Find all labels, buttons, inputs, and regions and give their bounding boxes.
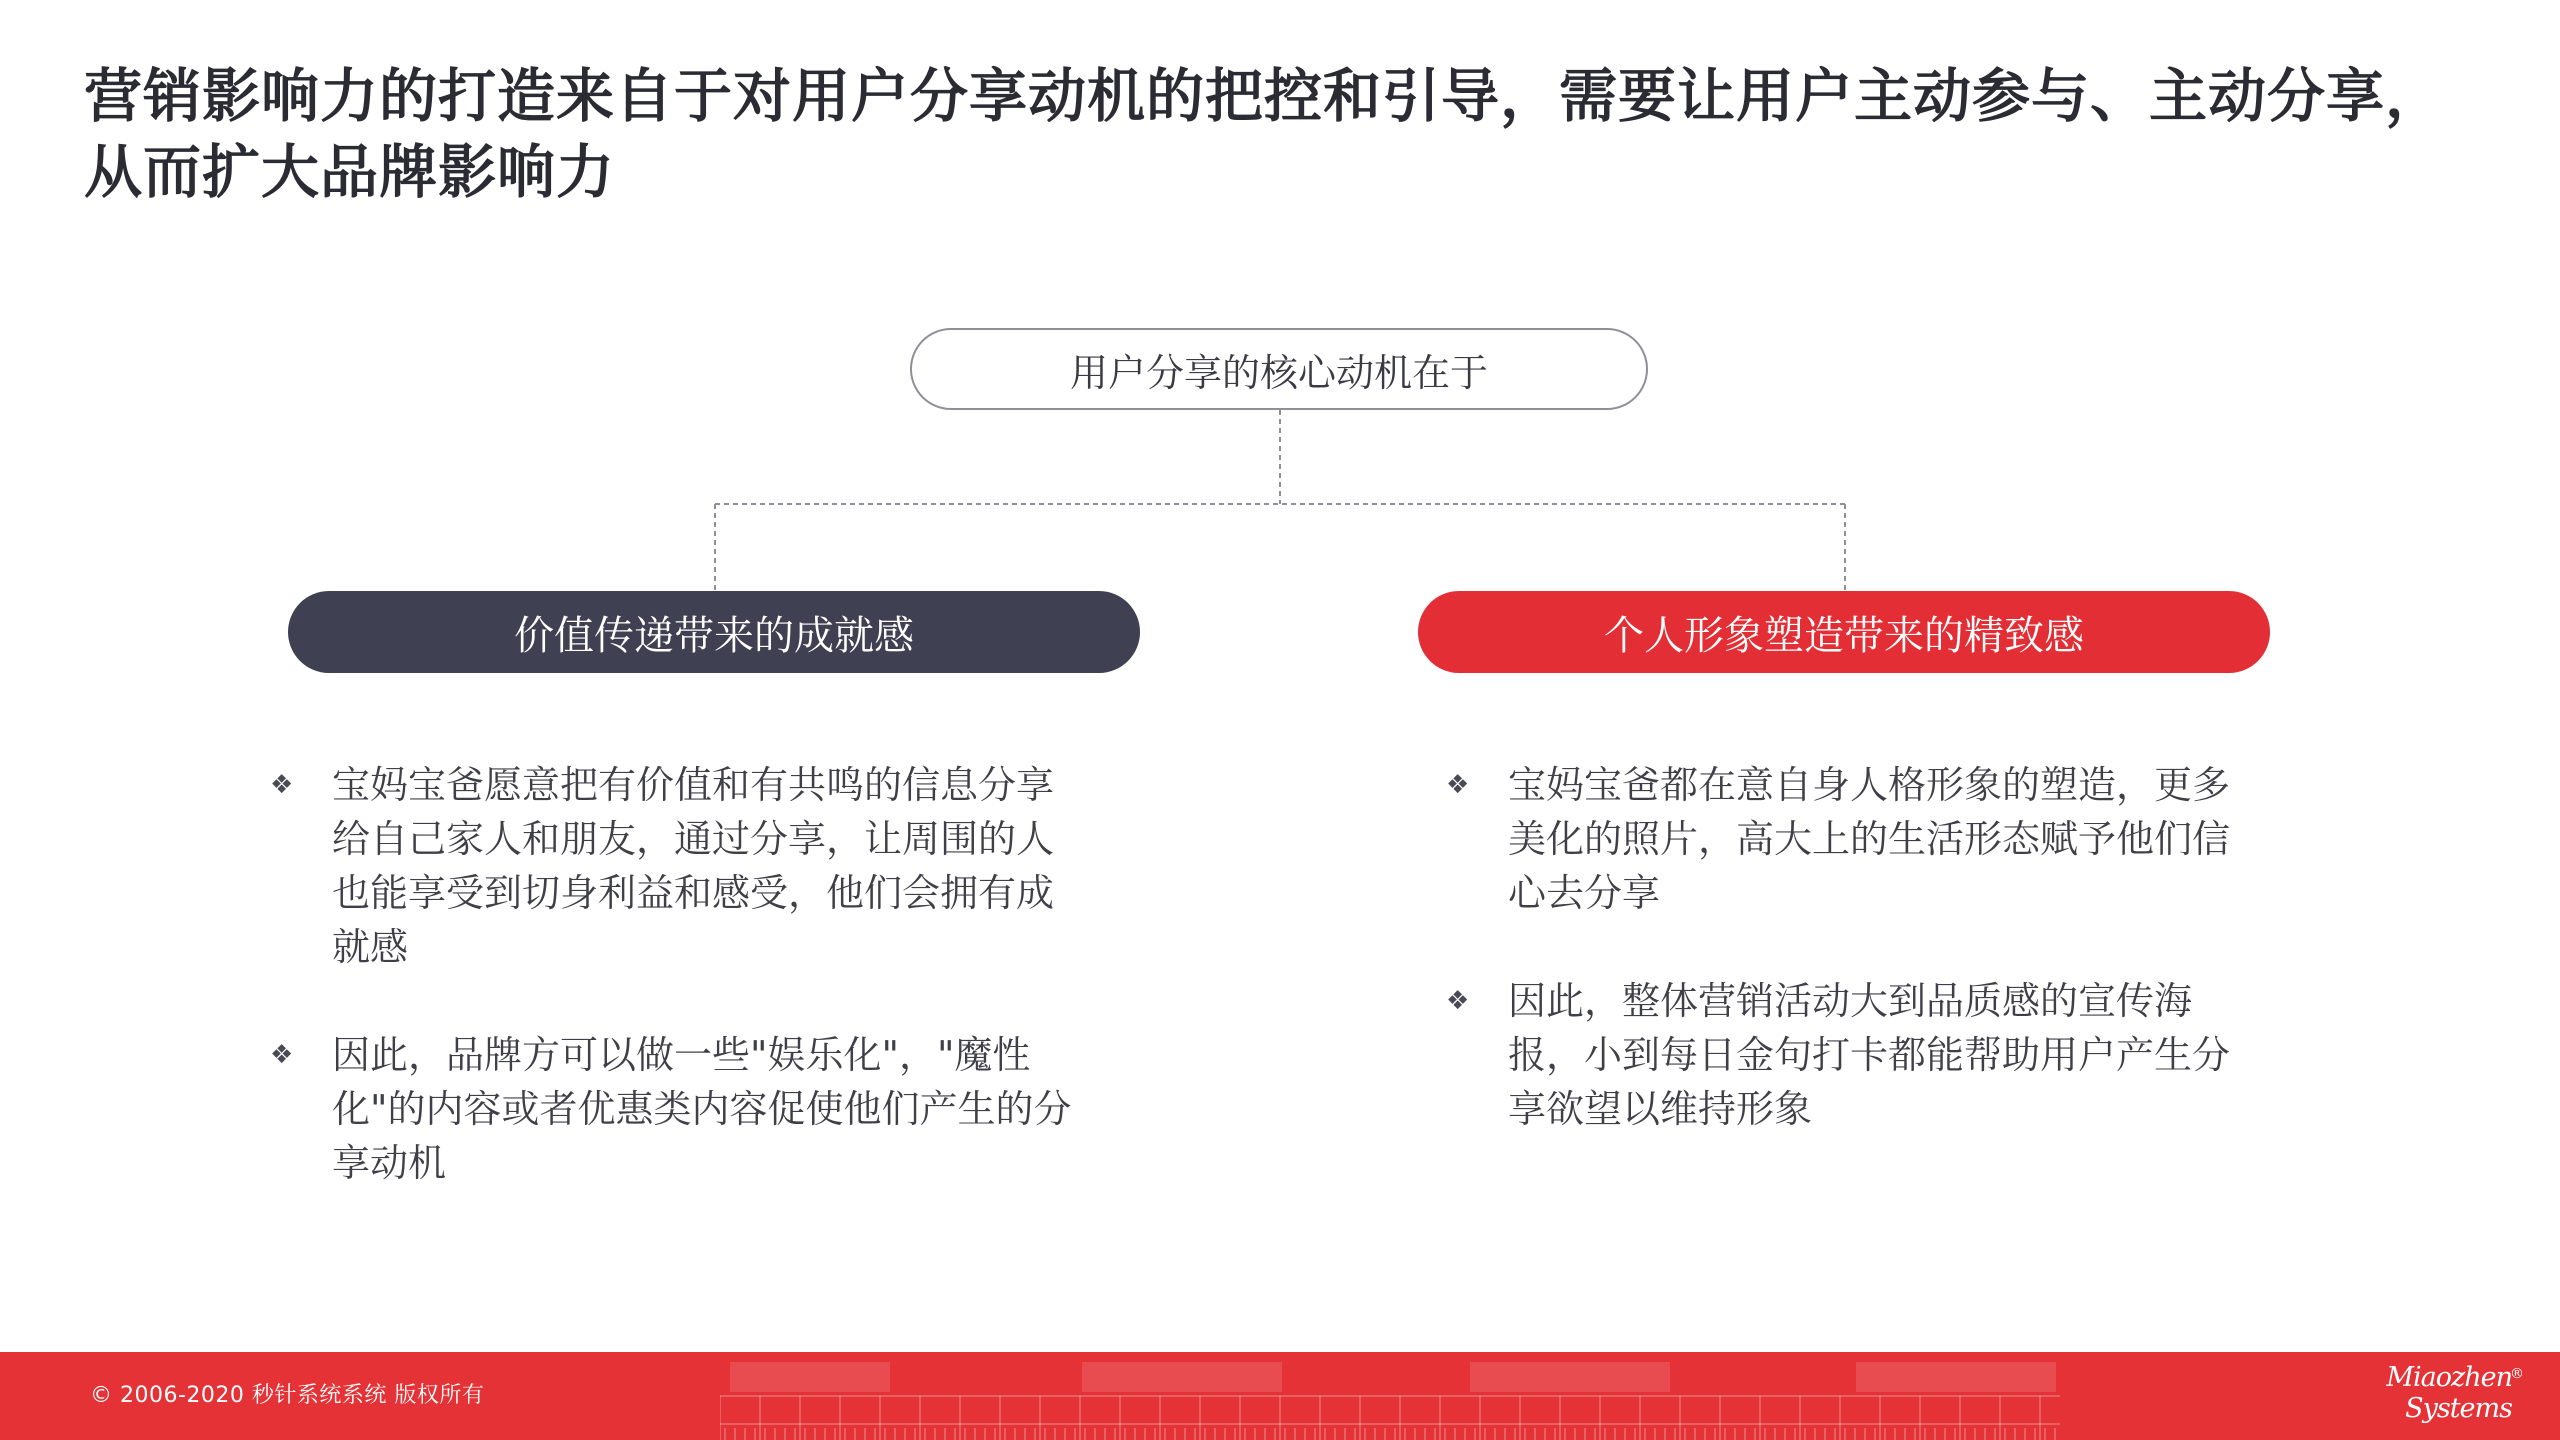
diamond-bullet-icon: ❖ xyxy=(270,770,294,800)
list-item xyxy=(268,1028,1088,1190)
footer-decorative-pattern xyxy=(720,1352,2060,1440)
page-headline: 营销影响力的打造来自于对用户分享动机的把控和引导，需要让用户主动参与、主动分享，从而扩大品牌影响力 xyxy=(84,62,2445,206)
root-motivation-box: 用户分享的核心动机在于 xyxy=(910,328,1648,410)
bullet-text: 宝妈宝爸愿意把有价值和有共鸣的信息分享给自己家人和朋友，通过分享，让周围的人也能享受到切身利益和感受，他们会拥有成就感 xyxy=(332,763,1055,969)
list-item xyxy=(268,758,1088,974)
bullet-text: 因此，品牌方可以做一些"娱乐化"，"魔性化"的内容或者优惠类内容促使他们产生的分享动机 xyxy=(332,1033,1072,1185)
diamond-bullet-icon: ❖ xyxy=(1446,770,1470,800)
registered-mark: ® xyxy=(2510,1366,2524,1382)
logo-text-line2: Systems xyxy=(2405,1393,2512,1424)
bullet-text: 宝妈宝爸都在意自身人格形象的塑造，更多美化的照片，高大上的生活形态赋予他们信心去分享 xyxy=(1508,763,2231,915)
copyright-text: © 2006-2020 秒针系统系统 版权所有 xyxy=(90,1383,485,1408)
list-item xyxy=(1444,758,2264,920)
list-item xyxy=(1444,974,2264,1136)
logo-text-line1: Miaozhen xyxy=(2386,1362,2512,1393)
image-bullet-list xyxy=(1444,758,2264,1190)
branch-value-pill: 价值传递带来的成就感 xyxy=(288,591,1140,673)
value-bullet-list xyxy=(268,758,1088,1244)
miaozhen-logo xyxy=(2382,1362,2512,1434)
branch-image-pill: 个人形象塑造带来的精致感 xyxy=(1418,591,2270,673)
footer-bar xyxy=(0,1352,2560,1440)
bullet-text: 因此，整体营销活动大到品质感的宣传海报，小到每日金句打卡都能帮助用户产生分享欲望以维持形象 xyxy=(1508,979,2231,1131)
diamond-bullet-icon: ❖ xyxy=(270,1040,294,1070)
diamond-bullet-icon: ❖ xyxy=(1446,986,1470,1016)
